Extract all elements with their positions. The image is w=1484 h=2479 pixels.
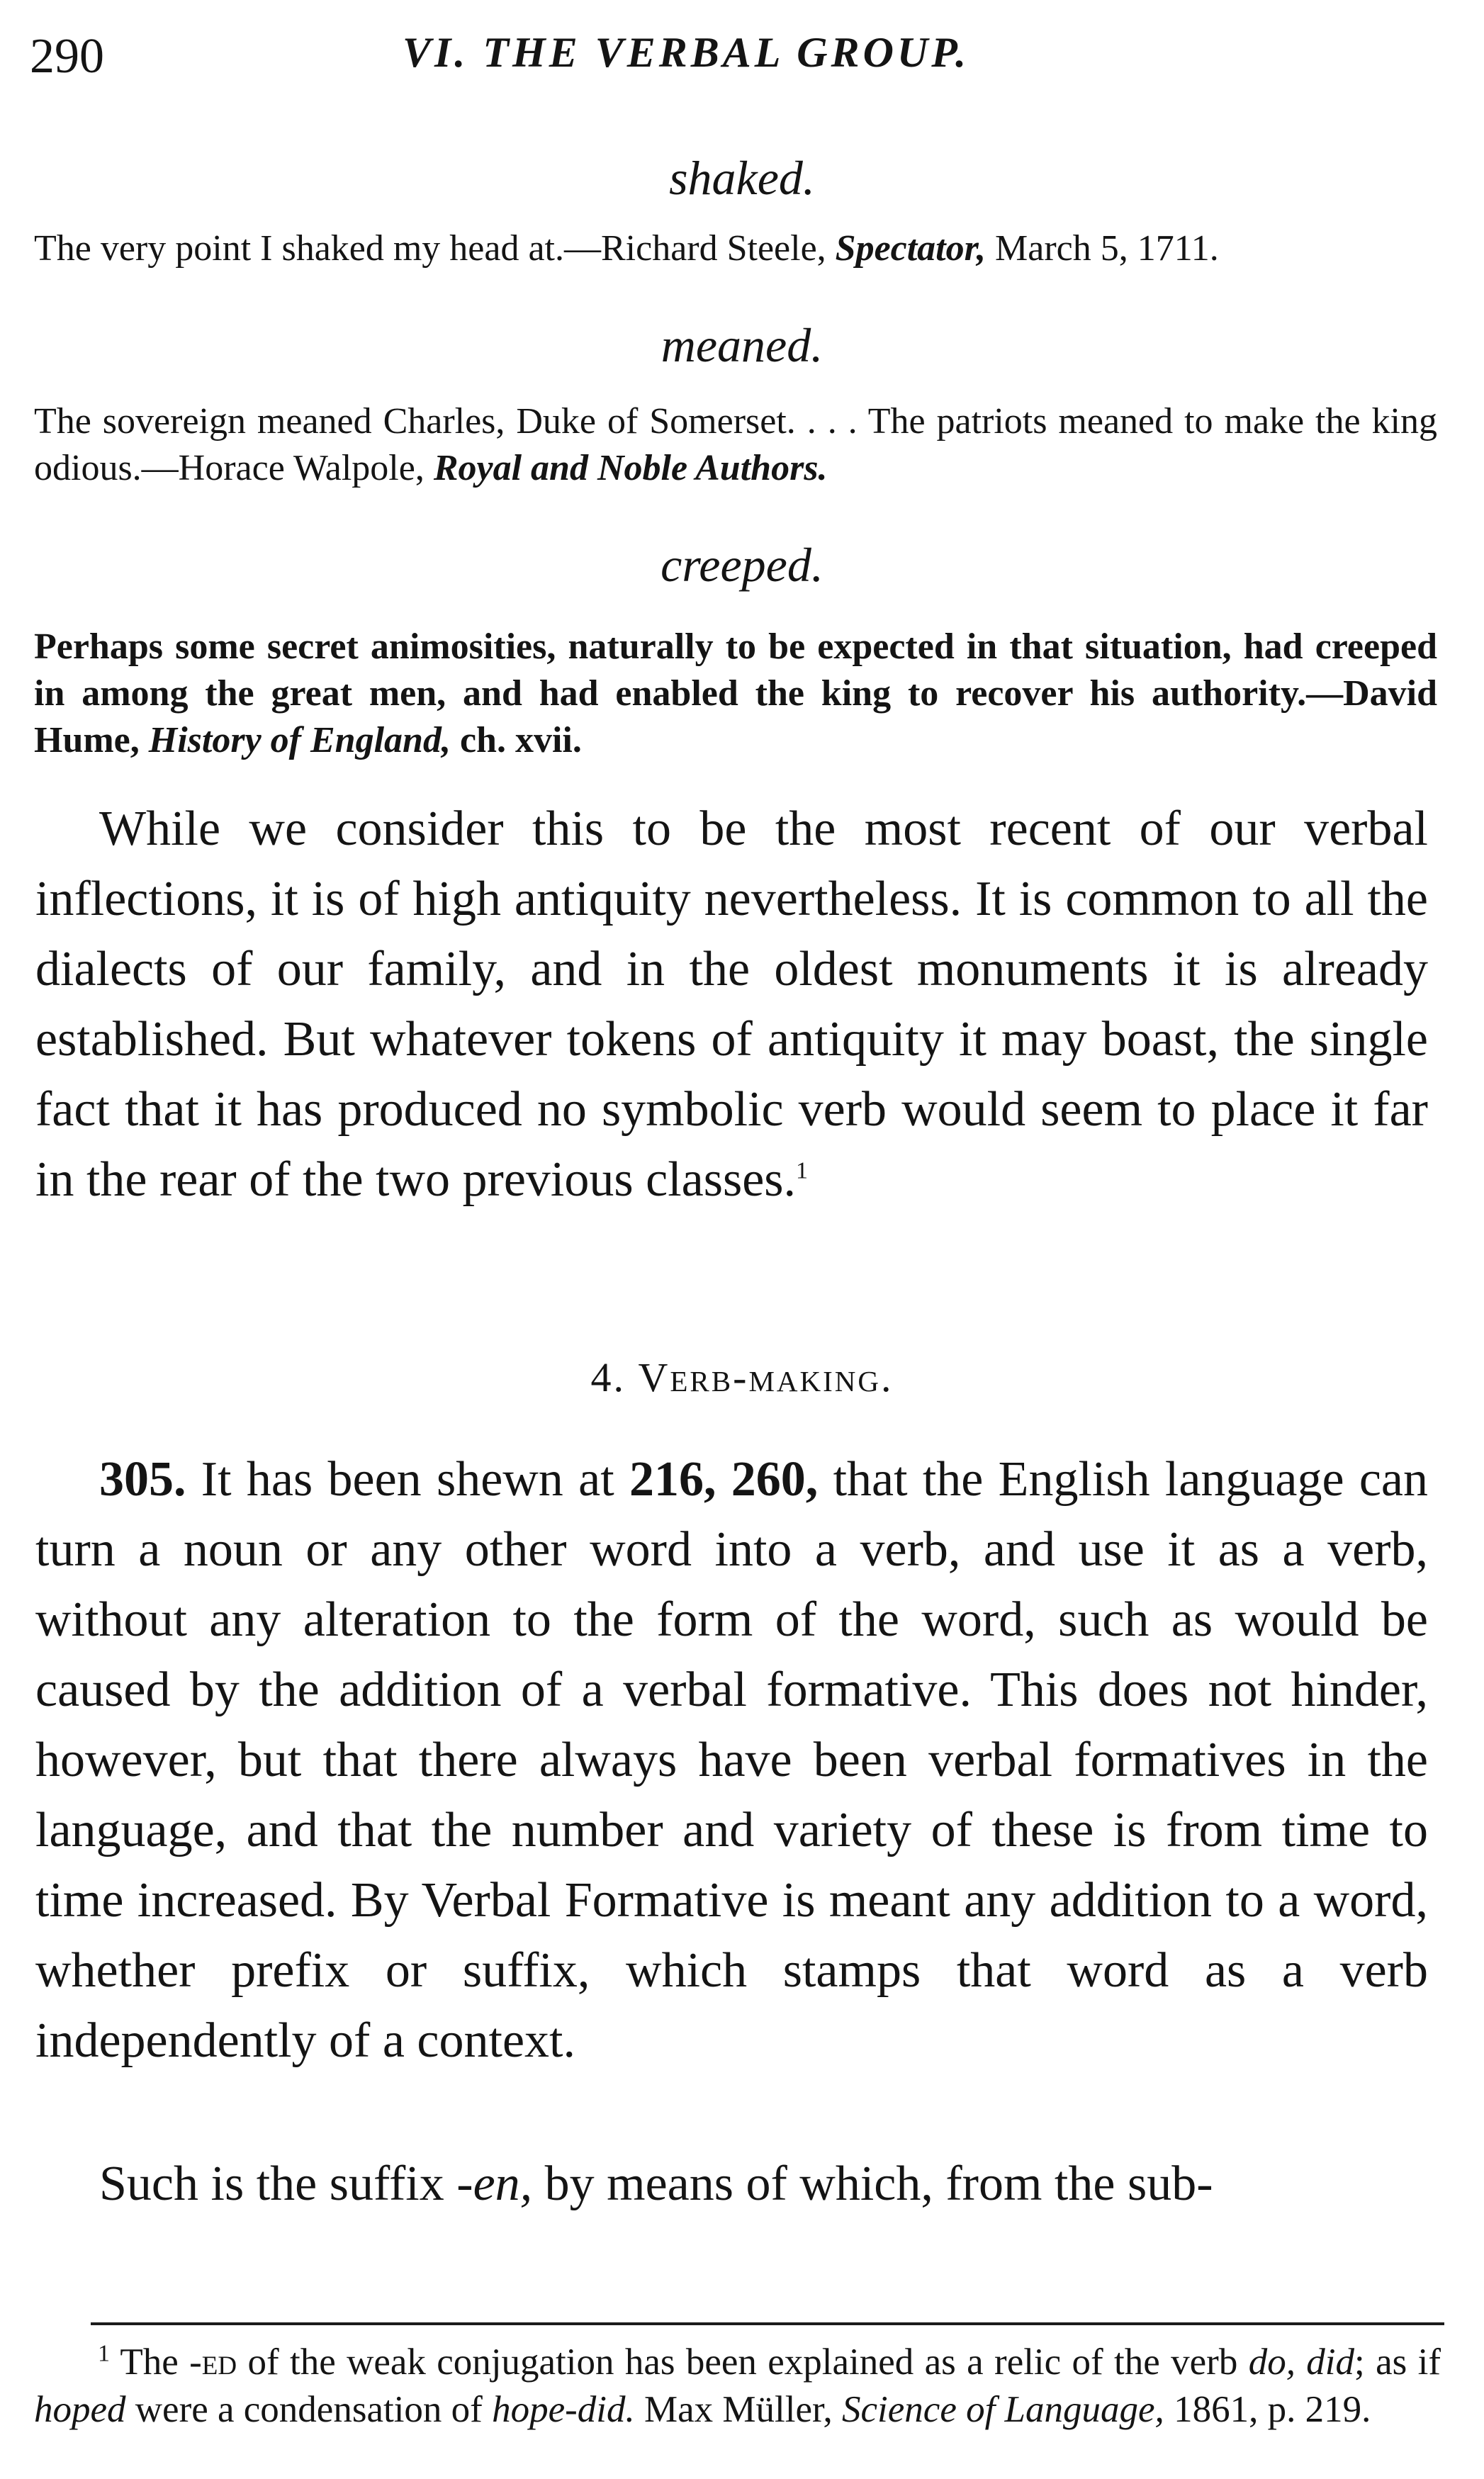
paragraph-text: While we consider this to be the most recent of our verbal inflections, it is of high antiquity nevertheless. It is common to all the dialects of our family, and in the oldest monuments it is already established. But whatever tokens of antiquity it may boast, the single fact that it has produced no symbolic verb would seem to place it far in the rear of the two previous classes. <box>35 802 1428 1207</box>
footnote-text: were a condensation of <box>125 2389 493 2430</box>
footnote-text: 1861, p. 219. <box>1164 2389 1371 2430</box>
footnote-hoped: hoped <box>34 2389 126 2430</box>
example-quote-shaked <box>34 225 1437 272</box>
footnote-text: ; as if <box>1354 2342 1441 2383</box>
paragraph-3 <box>35 2149 1428 2219</box>
example-heading-meaned: meaned. <box>661 318 823 372</box>
footnote <box>34 2339 1441 2434</box>
paragraph-text: that the English language can turn a noun or any other word into a verb, and use it as a verb, without any alteration to the form of the word, such as would be caused by the addition of a verbal formative. This does not hinder, however, but that there always have been verbal formatives in the language, and that the number and variety of these is from time to time increased. By Verbal Formative is meant any addition to a word, whether prefix or suffix, which stamps that word as a verb independently of a context. <box>35 1452 1428 2068</box>
example-heading-shaked: shaked. <box>669 151 815 205</box>
footnote-reference: 1 <box>796 1157 809 1184</box>
running-title: VI. THE VERBAL GROUP. <box>403 29 970 76</box>
section-title: Verb-making. <box>638 1354 894 1400</box>
paragraph-2 <box>35 1444 1428 2076</box>
section-number: 4. <box>590 1354 626 1400</box>
paragraph-number: 305. <box>99 1452 186 1507</box>
example-heading-creeped: creeped. <box>661 538 823 592</box>
footnote-text: Max Müller, <box>634 2389 843 2430</box>
section-heading <box>0 1354 1484 1401</box>
source-tail: ch. xvii. <box>450 720 582 760</box>
cross-references: 216, 260, <box>629 1452 819 1507</box>
footnote-divider <box>91 2322 1444 2325</box>
paragraph-text: by means of which, from the sub- <box>532 2157 1213 2211</box>
paragraph-1 <box>35 794 1428 1215</box>
page-number: 290 <box>30 29 104 84</box>
source-tail: March 5, 1711. <box>986 228 1219 269</box>
footnote-text: The <box>110 2342 190 2383</box>
example-quote-meaned <box>34 398 1437 492</box>
paragraph-text: It has been shewn at <box>186 1452 629 1507</box>
footnote-book-title: Science of Language, <box>842 2389 1164 2430</box>
example-quote-creeped <box>34 624 1437 764</box>
source-title: History of England, <box>148 720 451 760</box>
footnote-hope-did: hope-did. <box>492 2389 635 2430</box>
source-title: Spectator, <box>835 228 986 269</box>
source-title: Royal and Noble Authors. <box>433 448 828 488</box>
quote-text: Perhaps some secret animosities, naturally to be expected in that situation, had creeped in among the great men, and had enabled the king to recover his authority.—David Hume, <box>34 626 1437 760</box>
footnote-do-did: do, did <box>1248 2342 1355 2383</box>
suffix-term: -en, <box>456 2157 533 2211</box>
footnote-text: of the weak conjugation has been explained as a relic of the verb <box>237 2342 1249 2383</box>
paragraph-text: Such is the suffix <box>99 2157 457 2211</box>
footnote-marker: 1 <box>98 2340 110 2367</box>
quote-text: The sovereign meaned Charles, Duke of Somerset. . . . The patriots meaned to make the king odious.—Horace Walpole, <box>34 401 1437 488</box>
quote-text: The very point I shaked my head at.—Richard Steele, <box>34 228 836 269</box>
footnote-ed: -ed <box>189 2342 237 2383</box>
